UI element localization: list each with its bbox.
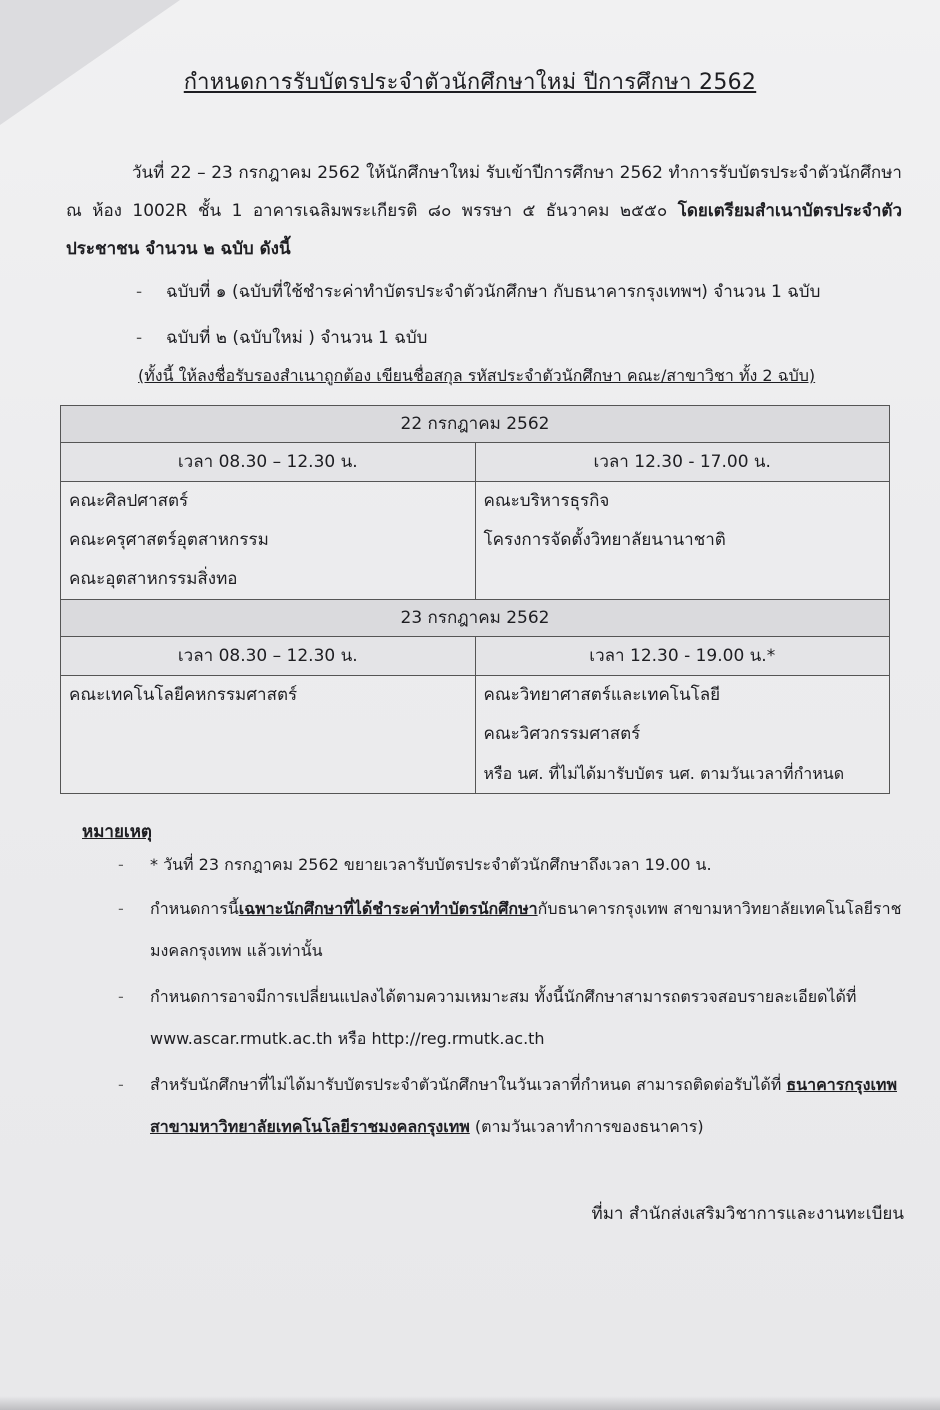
intro-lead: วันที่ 22 – 23 กรกฎาคม 2562	[132, 163, 361, 183]
instruction-note: (ทั้งนี้ ให้ลงชื่อรับรองสำเนาถูกต้อง เขียนชื่อสกุล รหัสประจำตัวนักศึกษา คณะ/สาขาวิชา ทั้ง 2 ฉบับ)	[138, 366, 816, 385]
date-row	[61, 406, 890, 443]
remark-emphasis: เฉพาะนักศึกษาที่ได้ชำระค่าทำบัตรนักศึกษา	[238, 899, 538, 918]
bullet-dash: -	[118, 899, 124, 918]
copy-item-1	[136, 277, 820, 307]
schedule-date: 23 กรกฎาคม 2562	[61, 600, 890, 637]
remark-item-1	[118, 844, 908, 886]
page-fold-corner	[0, 0, 180, 125]
document-title: กำหนดการรับบัตรประจำตัวนักศึกษาใหม่ ปีการศึกษา 2562	[183, 70, 757, 95]
bullet-dash: -	[136, 328, 143, 348]
faculty-row	[61, 676, 890, 794]
faculty-item: หรือ นศ. ที่ไม่ได้มารับบัตร นศ. ตามวันเวลาที่กำหนด	[483, 764, 845, 783]
copy-item-text: ฉบับที่ ๒ (ฉบับใหม่ ) จำนวน 1 ฉบับ	[166, 328, 428, 348]
remark-item-4	[118, 1064, 908, 1148]
afternoon-time: เวลา 12.30 - 19.00 น.*	[475, 637, 890, 676]
intro-tail: โดยเตรียมสำเนาบัตรประจำตัวประชาชน จำนวน ๒ ฉบับ ดังนี้	[66, 201, 902, 259]
copy-item-text: ฉบับที่ ๑ (ฉบับที่ใช้ชำระค่าทำบัตรประจำตัวนักศึกษา กับธนาคารกรุงเทพฯ) จำนวน 1 ฉบับ	[166, 282, 821, 302]
faculty-item: คณะศิลปศาสตร์	[69, 491, 189, 511]
intro-body: ให้นักศึกษาใหม่ รับเข้าปีการศึกษา 2562 ทำการรับบัตรประจำตัวนักศึกษา ณ ห้อง 1002R ชั้น 1 อาคารเฉลิมพระเกียรติ ๘๐ พรรษา ๕ ธันวาคม ๒๕๕๐	[66, 163, 902, 221]
afternoon-time: เวลา 12.30 - 17.00 น.	[475, 443, 890, 482]
page-bottom-shadow	[0, 1396, 940, 1410]
faculty-item: คณะครุศาสตร์อุตสาหกรรม	[69, 530, 269, 550]
morning-faculties	[61, 676, 476, 794]
intro-paragraph	[66, 154, 902, 268]
remark-text-part: สำหรับนักศึกษาที่ไม่ได้มารับบัตรประจำตัวนักศึกษาในวันเวลาที่กำหนด สามารถติดต่อรับได้ที่	[150, 1075, 787, 1094]
bullet-dash: -	[118, 1075, 124, 1094]
faculty-item: คณะบริหารธุรกิจ	[483, 491, 610, 511]
copy-item-2	[136, 323, 427, 353]
remark-text	[150, 888, 908, 972]
morning-time: เวลา 08.30 – 12.30 น.	[61, 637, 476, 676]
schedule-table	[60, 405, 890, 794]
time-row	[61, 637, 890, 676]
schedule-date: 22 กรกฎาคม 2562	[61, 406, 890, 443]
remark-item-3	[118, 976, 908, 1060]
remark-text: * วันที่ 23 กรกฎาคม 2562 ขยายเวลารับบัตรประจำตัวนักศึกษาถึงเวลา 19.00 น.	[150, 855, 712, 874]
faculty-row	[61, 482, 890, 600]
remark-text	[150, 1064, 908, 1148]
date-row	[61, 600, 890, 637]
faculty-item: คณะวิทยาศาสตร์และเทคโนโลยี	[483, 685, 721, 705]
remark-emphasis: ธนาคารกรุงเทพ สาขามหาวิทยาลัยเทคโนโลยีราชมงคลกรุงเทพ	[150, 1075, 898, 1136]
faculty-item: คณะอุตสาหกรรมสิ่งทอ	[69, 569, 238, 589]
morning-time: เวลา 08.30 – 12.30 น.	[61, 443, 476, 482]
remark-text-part: กับธนาคารกรุงเทพ สาขามหาวิทยาลัยเทคโนโลยีราชมงคลกรุงเทพ แล้วเท่านั้น	[150, 899, 902, 960]
faculty-item: คณะเทคโนโลยีคหกรรมศาสตร์	[69, 685, 298, 705]
afternoon-faculties	[475, 676, 890, 794]
faculty-item: คณะวิศวกรรมศาสตร์	[483, 724, 641, 744]
remarks-heading: หมายเหตุ	[82, 822, 152, 842]
remark-text-part: (ตามวันเวลาทำการของธนาคาร)	[469, 1117, 704, 1136]
bullet-dash: -	[118, 855, 124, 874]
remark-text-part: กำหนดการนี้	[150, 899, 239, 918]
faculty-item: โครงการจัดตั้งวิทยาลัยนานาชาติ	[483, 530, 726, 550]
bullet-dash: -	[136, 282, 143, 302]
source-credit: ที่มา สำนักส่งเสริมวิชาการและงานทะเบียน	[591, 1204, 904, 1224]
remark-item-2	[118, 888, 908, 972]
time-row	[61, 443, 890, 482]
remark-text: กำหนดการอาจมีการเปลี่ยนแปลงได้ตามความเหมาะสม ทั้งนี้นักศึกษาสามารถตรวจสอบรายละเอียดได้ที่ www.ascar.rmutk.ac.th หรือ http://reg.rmutk.ac.th	[150, 987, 857, 1048]
bullet-dash: -	[118, 987, 124, 1006]
morning-faculties	[61, 482, 476, 600]
afternoon-faculties	[475, 482, 890, 600]
